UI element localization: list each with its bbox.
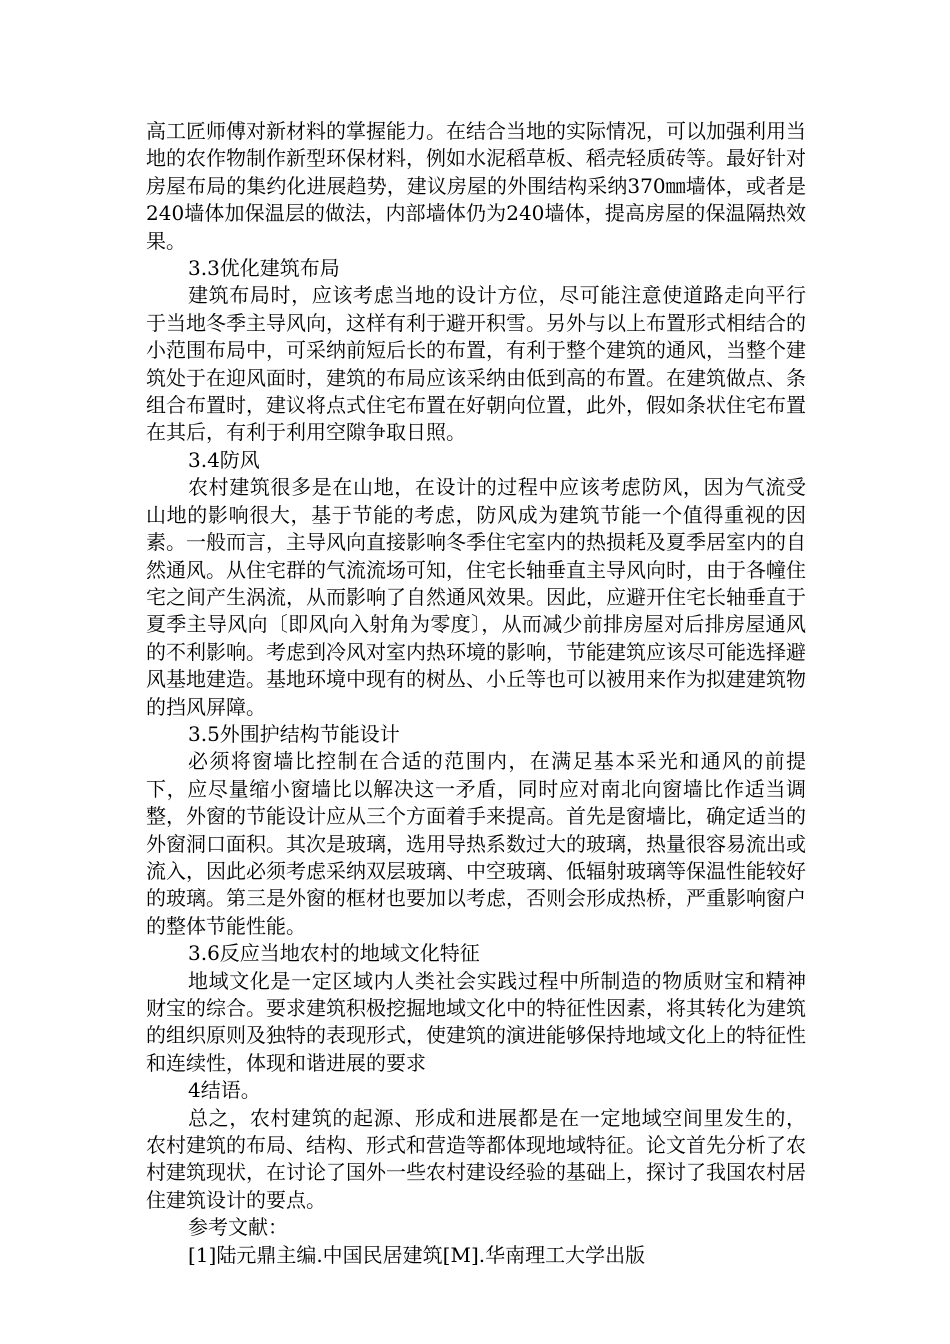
body-paragraph-layout: 建筑布局时，应该考虑当地的设计方位，尽可能注意使道路走向平行于当地冬季主导风向，这样有利于避开积雪。另外与以上布置形式相结合的小范围布局中，可采纳前短后长的布置，有利于整个建筑的通风，当整个建筑处于在迎风面时，建筑的布局应该采纳由低到高的布置。在建筑做点、条组合布置时，建议将点式住宅布置在好朝向位置，此外，假如条状住宅布置在其后，有利于利用空隙争取日照。	[146, 283, 806, 445]
body-paragraph-windproof: 农村建筑很多是在山地，在设计的过程中应该考虑防风，因为气流受山地的影响很大，基于节能的考虑，防风成为建筑节能一个值得重视的因素。一般而言，主导风向直接影响冬季住宅室内的热损耗及夏季居室内的自然通风。从住宅群的气流流场可知，住宅长轴垂直主导风向时，由于各幢住宅之间产生涡流，从而影响了自然通风效果。因此，应避开住宅长轴垂直于夏季主导风向〔即风向入射角为零度〕，从而减少前排房屋对后排房屋通风的不利影响。考虑到冷风对室内热环境的影响，节能建筑应该尽可能选择避风基地建造。基地环境中现有的树丛、小丘等也可以被用来作为拟建建筑物的挡风屏障。	[146, 475, 806, 719]
body-paragraph-materials: 高工匠师傅对新材料的掌握能力。在结合当地的实际情况，可以加强利用当地的农作物制作新型环保材料，例如水泥稻草板、稻壳轻质砖等。最好针对房屋布局的集约化进展趋势，建议房屋的外围结构采纳370㎜墙体，或者是240墙体加保温层的做法，内部墙体仍为240墙体，提高房屋的保温隔热效果。	[146, 119, 806, 253]
body-paragraph-culture: 地域文化是一定区域内人类社会实践过程中所制造的物质财宝和精神财宝的综合。要求建筑积极挖掘地域文化中的特征性因素，将其转化为建筑的组织原则及独特的表现形式，使建筑的演进能够保持地域文化上的特征性和连续性，体现和谐进展的要求	[146, 968, 806, 1075]
body-paragraph-envelope: 必须将窗墙比控制在合适的范围内，在满足基本采光和通风的前提下，应尽量缩小窗墙比以解决这一矛盾，同时应对南北向窗墙比作适当调整，外窗的节能设计应从三个方面着手来提高。首先是窗墙比，确定适当的外窗洞口面积。其次是玻璃，选用导热系数过大的玻璃，热量很容易流出或流入，因此必须考虑采纳双层玻璃、中空玻璃、低辐射玻璃等保温性能较好的玻璃。第三是外窗的框材也要加以考虑，否则会形成热桥，严重影响窗户的整体节能性能。	[146, 749, 806, 938]
section-heading-3-6: 3.6反应当地农村的地域文化特征	[188, 941, 480, 966]
body-paragraph-conclusion: 总之，农村建筑的起源、形成和进展都是在一定地域空间里发生的，农村建筑的布局、结构、形式和营造等都体现地域特征。论文首先分析了农村建筑现状，在讨论了国外一些农村建设经验的基础上，探讨了我国农村居住建筑设计的要点。	[146, 1105, 806, 1212]
section-heading-4: 4结语。	[188, 1078, 261, 1103]
section-heading-3-3: 3.3优化建筑布局	[188, 256, 340, 281]
reference-item-1: [1]陆元鼎主编.中国民居建筑[M].华南理工大学出版	[188, 1242, 646, 1267]
references-heading: 参考文献：	[188, 1215, 288, 1240]
section-heading-3-5: 3.5外围护结构节能设计	[188, 721, 400, 746]
section-heading-3-4: 3.4防风	[188, 447, 260, 472]
document-body	[146, 118, 806, 1269]
